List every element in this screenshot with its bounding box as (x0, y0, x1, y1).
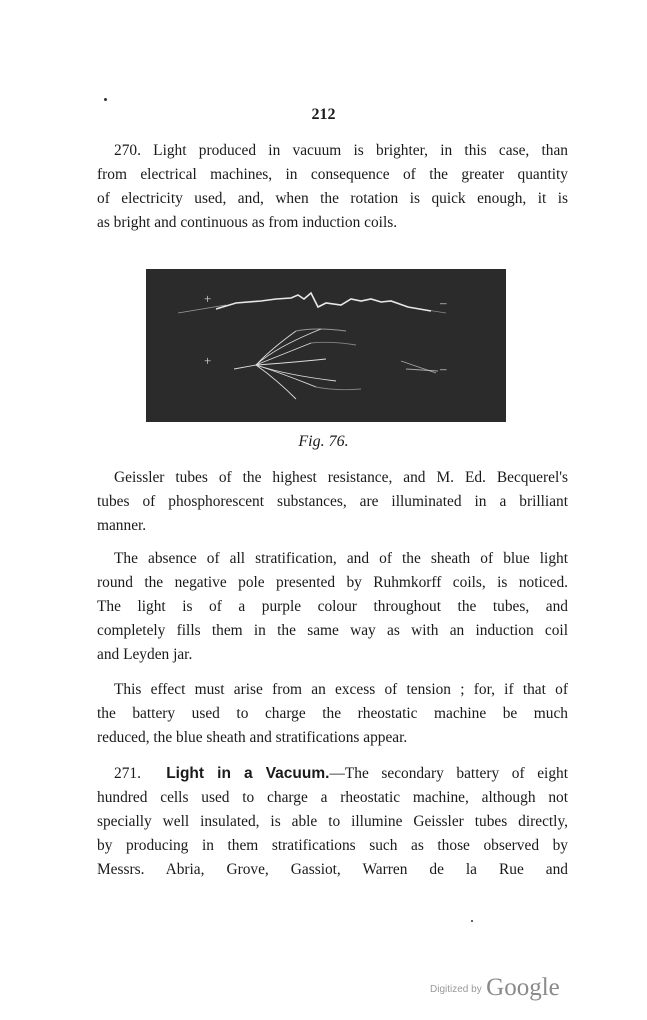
page-speck (104, 98, 107, 101)
upper-plus-sign: + (204, 291, 212, 306)
paragraph-line: The absence of all stratification, and of the sheath of blue light (114, 550, 568, 567)
paragraph-line: from electrical machines, in consequence of the greater quantity (97, 166, 568, 183)
digitized-by-label: Digitized by (430, 984, 482, 995)
paragraph-line: and Leyden jar. (97, 646, 193, 663)
paragraph-line: round the negative pole presented by Ruhmkorff coils, is noticed. (97, 574, 568, 591)
paragraph-line: The light is of a purple colour throughout the tubes, and (97, 598, 568, 615)
figure-76-plate (146, 269, 506, 422)
paragraph-line: completely fills them in the same way as with an induction coil (97, 622, 568, 639)
paragraph-271-first-line (114, 762, 568, 786)
upper-minus-sign: – (440, 295, 447, 310)
paragraph-line: as bright and continuous as from induction coils. (97, 214, 398, 231)
paragraph-absence (97, 547, 568, 667)
digitized-by-google-watermark (430, 974, 560, 1002)
figure-background (146, 269, 506, 422)
figure-76-illustration (146, 269, 506, 422)
paragraph-line: 270. Light produced in vacuum is brighter, in this case, than (114, 142, 568, 159)
figure-caption: Fig. 76. (298, 433, 349, 450)
paragraph-line: manner. (97, 517, 147, 534)
paragraph-effect (97, 678, 568, 750)
page-number: 212 (311, 106, 336, 123)
paragraph-line: Messrs. Abria, Grove, Gassiot, Warren de la Rue and (97, 861, 568, 878)
first-line-rest: —The secondary battery of eight (329, 765, 568, 782)
paragraph-line: hundred cells used to charge a rheostatic machine, although not (97, 789, 568, 806)
paragraph-line: tubes of phosphorescent substances, are illuminated in a brilliant (97, 493, 568, 510)
paragraph-line: the battery used to charge the rheostatic machine be much (97, 705, 568, 722)
paragraph-line: reduced, the blue sheath and stratifications appear. (97, 729, 408, 746)
lower-plus-sign: + (204, 353, 212, 368)
paragraph-line: by producing in them stratifications such as those observed by (97, 837, 568, 854)
paragraph-line: of electricity used, and, when the rotation is quick enough, it is (97, 190, 568, 207)
section-number: 271. (114, 765, 141, 782)
paragraph-line: Geissler tubes of the highest resistance, and M. Ed. Becquerel's (114, 469, 568, 486)
paragraph-270 (97, 139, 568, 235)
page-speck (471, 920, 473, 922)
paragraph-line: This effect must arise from an excess of tension ; for, if that of (114, 681, 568, 698)
paragraph-271 (97, 762, 568, 882)
lower-minus-sign: – (440, 361, 447, 376)
paragraph-line: specially well insulated, is able to illumine Geissler tubes directly, (97, 813, 568, 830)
paragraph-geissler (97, 466, 568, 538)
google-logo: Google (486, 974, 560, 1001)
section-heading: Light in a Vacuum. (166, 765, 330, 782)
